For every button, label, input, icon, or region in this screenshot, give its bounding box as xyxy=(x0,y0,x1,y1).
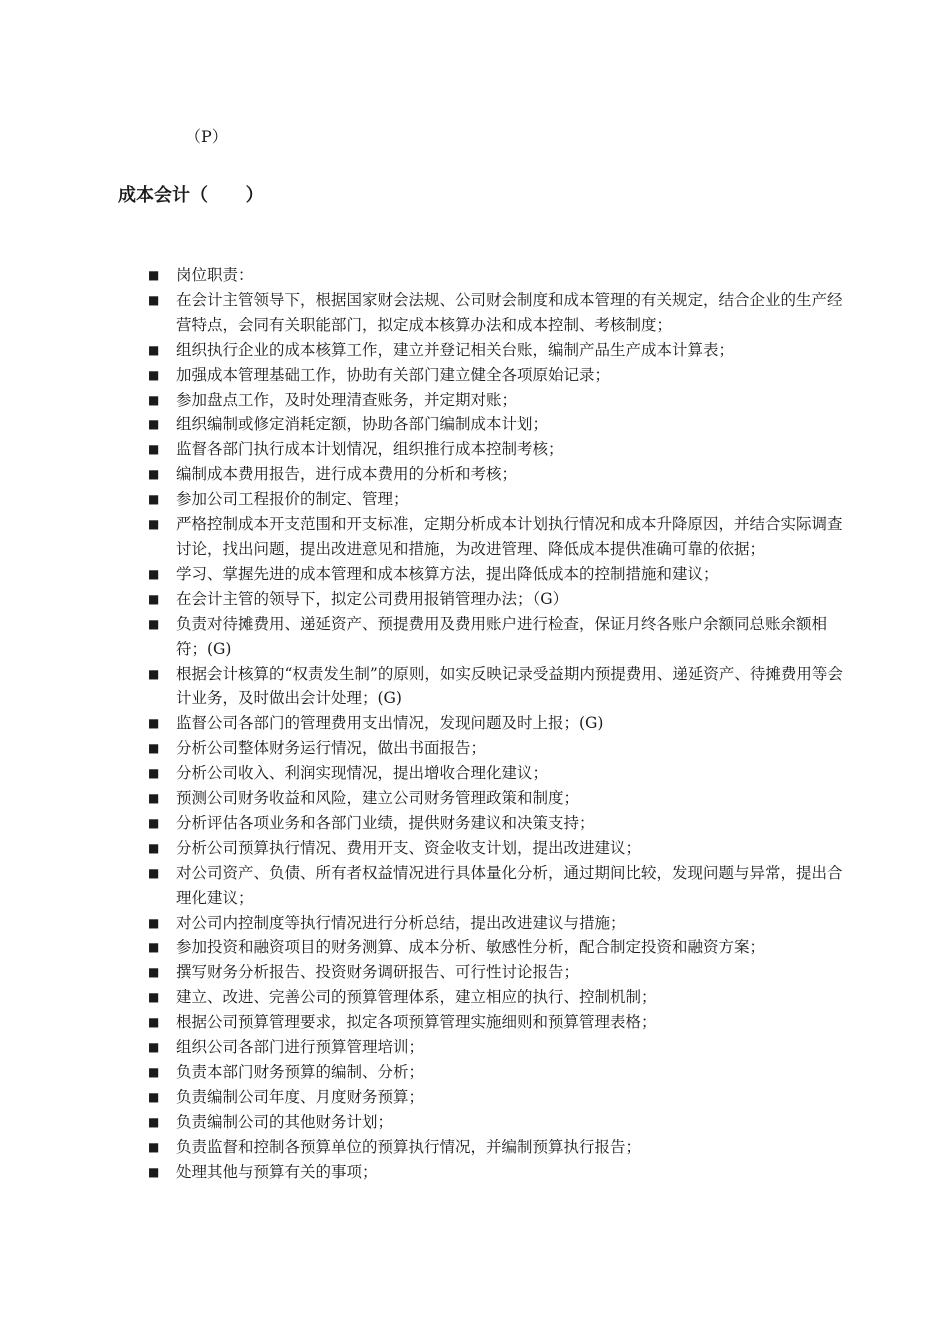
duty-item xyxy=(148,462,848,487)
duty-text: 监督各部门执行成本计划情况，组织推行成本控制考核； xyxy=(176,440,564,459)
square-bullet-icon: ■ xyxy=(148,815,160,830)
duty-text: 分析评估各项业务和各部门业绩，提供财务建议和决策支持； xyxy=(176,813,595,832)
square-bullet-icon: ■ xyxy=(148,292,160,307)
duty-text: 建立、改进、完善公司的预算管理体系，建立相应的执行、控制机制； xyxy=(176,988,657,1007)
duty-text: 负责监督和控制各预算单位的预算执行情况，并编制预算执行报告； xyxy=(176,1137,642,1156)
square-bullet-icon: ■ xyxy=(148,865,160,880)
square-bullet-icon: ■ xyxy=(148,392,160,407)
square-bullet-icon: ■ xyxy=(148,1065,160,1079)
duty-text: 学习、掌握先进的成本管理和成本核算方法，提出降低成本的控制措施和建议； xyxy=(176,564,719,583)
square-bullet-icon: ■ xyxy=(148,1089,160,1104)
duty-text: 加强成本管理基础工作，协助有关部门建立健全各项原始记录； xyxy=(176,365,611,384)
duty-item xyxy=(148,1035,848,1060)
duty-text: 参加公司工程报价的制定、管理； xyxy=(176,490,409,509)
duty-item xyxy=(148,761,848,786)
duty-text: 组织编制或修定消耗定额，协助各部门编制成本计划； xyxy=(176,415,549,434)
top-note: （P） xyxy=(185,127,228,146)
square-bullet-icon: ■ xyxy=(148,766,160,781)
square-bullet-icon: ■ xyxy=(148,840,160,855)
duty-item xyxy=(148,985,848,1010)
square-bullet-icon: ■ xyxy=(148,1040,160,1055)
duty-item xyxy=(148,836,848,861)
square-bullet-icon: ■ xyxy=(148,791,160,806)
duty-item xyxy=(148,1110,848,1135)
square-bullet-icon: ■ xyxy=(148,741,160,756)
duty-text: 监督公司各部门的管理费用支出情况，发现问题及时上报；(G) xyxy=(176,714,604,733)
square-bullet-icon: ■ xyxy=(148,1164,160,1179)
square-bullet-icon: ■ xyxy=(148,591,160,606)
duty-text: 对公司资产、负债、所有者权益情况进行具体量化分析，通过期间比较，发现问题与异常，提出合理化建议； xyxy=(176,863,843,907)
duty-text: 在会计主管的领导下，拟定公司费用报销管理办法；（G） xyxy=(176,589,569,608)
duty-text: 组织公司各部门进行预算管理培训； xyxy=(176,1038,425,1057)
square-bullet-icon: ■ xyxy=(148,716,160,731)
square-bullet-icon: ■ xyxy=(148,342,160,357)
duty-text: 负责对待摊费用、递延资产、预提费用及费用账户进行检查，保证月终各账户余额同总账余额相符；(G) xyxy=(176,614,828,658)
square-bullet-icon: ■ xyxy=(148,616,160,631)
duty-text: 撰写财务分析报告、投资财务调研报告、可行性讨论报告； xyxy=(176,963,580,982)
duty-item xyxy=(148,1085,848,1110)
square-bullet-icon: ■ xyxy=(148,442,160,457)
duty-item xyxy=(148,338,848,363)
duty-text: 负责本部门财务预算的编制、分析； xyxy=(176,1063,425,1081)
duty-item xyxy=(148,861,848,911)
duty-text: 处理其他与预算有关的事项； xyxy=(176,1162,378,1181)
square-bullet-icon: ■ xyxy=(148,940,160,955)
duty-item xyxy=(148,786,848,811)
duty-item xyxy=(148,662,848,712)
duty-item xyxy=(148,1010,848,1035)
square-bullet-icon: ■ xyxy=(148,566,160,581)
duty-item xyxy=(148,412,848,437)
duty-item xyxy=(148,263,848,288)
square-bullet-icon: ■ xyxy=(148,1139,160,1154)
square-bullet-icon: ■ xyxy=(148,492,160,507)
duty-item xyxy=(148,1135,848,1160)
duty-text: 参加投资和融资项目的财务测算、成本分析、敏感性分析，配合制定投资和融资方案； xyxy=(176,938,766,957)
duty-item xyxy=(148,711,848,736)
square-bullet-icon: ■ xyxy=(148,517,160,532)
duty-text: 预测公司财务收益和风险，建立公司财务管理政策和制度； xyxy=(176,789,580,808)
duty-text: 对公司内控制度等执行情况进行分析总结，提出改进建议与措施； xyxy=(176,913,626,932)
square-bullet-icon: ■ xyxy=(148,1015,160,1030)
duty-item xyxy=(148,512,848,562)
duty-text: 严格控制成本开支范围和开支标准，定期分析成本计划执行情况和成本升降原因，并结合实际调查讨论，找出问题，提出改进意见和措施，为改进管理、降低成本提供准确可靠的依据； xyxy=(176,515,843,558)
duty-item xyxy=(148,811,848,836)
duty-text: 编制成本费用报告，进行成本费用的分析和考核； xyxy=(176,465,518,484)
duty-item xyxy=(148,612,848,662)
duty-item xyxy=(148,935,848,960)
duty-text: 负责编制公司年度、月度财务预算； xyxy=(176,1087,425,1106)
duty-item xyxy=(148,288,848,338)
duty-text: 分析公司整体财务运行情况，做出书面报告； xyxy=(176,739,487,758)
duty-item xyxy=(148,1060,848,1085)
duty-list xyxy=(148,263,848,1185)
square-bullet-icon: ■ xyxy=(148,666,160,681)
duty-text: 岗位职责： xyxy=(176,266,254,284)
square-bullet-icon: ■ xyxy=(148,915,160,930)
duty-item xyxy=(148,1160,848,1185)
duty-text: 组织执行企业的成本核算工作，建立并登记相关台账，编制产品生产成本计算表； xyxy=(176,340,735,359)
duty-item xyxy=(148,911,848,936)
square-bullet-icon: ■ xyxy=(148,367,160,382)
duty-text: 分析公司预算执行情况、费用开支、资金收支计划，提出改进建议； xyxy=(176,838,642,857)
duty-text: 根据会计核算的“权责发生制”的原则，如实反映记录受益期内预提费用、递延资产、待摊费用等会计业务，及时做出会计处理；(G) xyxy=(176,664,843,708)
duty-text: 参加盘点工作，及时处理清查账务，并定期对账； xyxy=(176,390,518,409)
duty-text: 分析公司收入、利润实现情况，提出增收合理化建议； xyxy=(176,764,549,783)
duty-text: 负责编制公司的其他财务计划； xyxy=(176,1112,394,1131)
square-bullet-icon: ■ xyxy=(148,268,160,282)
duty-item xyxy=(148,487,848,512)
square-bullet-icon: ■ xyxy=(148,467,160,482)
duty-item xyxy=(148,437,848,462)
duty-item xyxy=(148,587,848,612)
duty-item xyxy=(148,736,848,761)
square-bullet-icon: ■ xyxy=(148,1114,160,1129)
square-bullet-icon: ■ xyxy=(148,965,160,980)
duty-text: 根据公司预算管理要求，拟定各项预算管理实施细则和预算管理表格； xyxy=(176,1013,657,1032)
section-title: 成本会计（ ） xyxy=(118,185,264,206)
duty-text: 在会计主管领导下，根据国家财会法规、公司财会制度和成本管理的有关规定，结合企业的生产经营特点，会同有关职能部门，拟定成本核算办法和成本控制、考核制度； xyxy=(176,290,843,334)
duty-item xyxy=(148,363,848,388)
duty-item xyxy=(148,960,848,985)
duty-item xyxy=(148,388,848,413)
square-bullet-icon: ■ xyxy=(148,990,160,1005)
square-bullet-icon: ■ xyxy=(148,417,160,432)
duty-item xyxy=(148,562,848,587)
